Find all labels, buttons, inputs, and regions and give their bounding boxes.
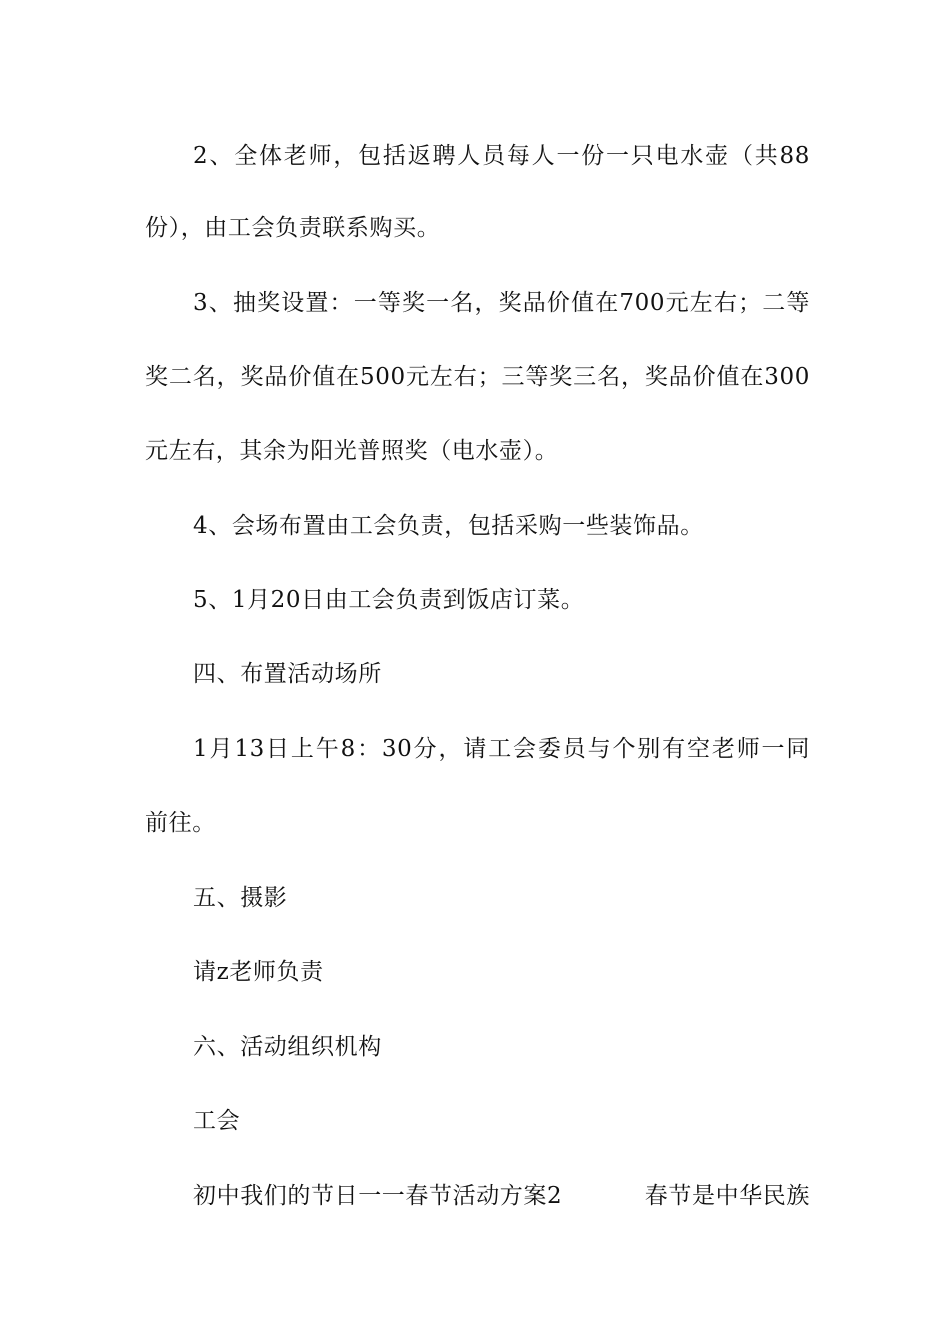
section-4-text-line-2: 前往。 bbox=[145, 810, 216, 836]
paragraph-4: 4、会场布置由工会负责，包括采购一些装饰品。 bbox=[193, 513, 704, 539]
next-section-title: 初中我们的节日一一春节活动方案2 bbox=[193, 1183, 563, 1209]
paragraph-5: 5、1月20日由工会负责到饭店订菜。 bbox=[193, 587, 585, 613]
section-heading-5: 五、摄影 bbox=[193, 885, 288, 911]
section-heading-4: 四、布置活动场所 bbox=[193, 661, 382, 687]
paragraph-3-line-2: 奖二名，奖品价值在500元左右；三等奖三名，奖品价值在300 bbox=[145, 364, 810, 390]
next-section-text: 春节是中华民族 bbox=[644, 1183, 810, 1209]
next-section-line bbox=[193, 1181, 810, 1211]
paragraph-3-line-3: 元左右，其余为阳光普照奖（电水壶）。 bbox=[145, 438, 559, 464]
paragraph-3-line-1: 3、抽奖设置：一等奖一名，奖品价值在700元左右；二等 bbox=[193, 290, 810, 316]
section-4-text-line-1: 1月13日上午8：30分，请工会委员与个别有空老师一同 bbox=[193, 736, 810, 762]
section-5-text: 请z老师负责 bbox=[193, 959, 324, 985]
paragraph-2-line-1: 2、全体老师，包括返聘人员每人一份一只电水壶（共88 bbox=[193, 143, 810, 169]
section-6-text: 工会 bbox=[193, 1108, 241, 1134]
paragraph-2-line-2: 份），由工会负责联系购买。 bbox=[145, 215, 441, 241]
section-heading-6: 六、活动组织机构 bbox=[193, 1034, 382, 1060]
